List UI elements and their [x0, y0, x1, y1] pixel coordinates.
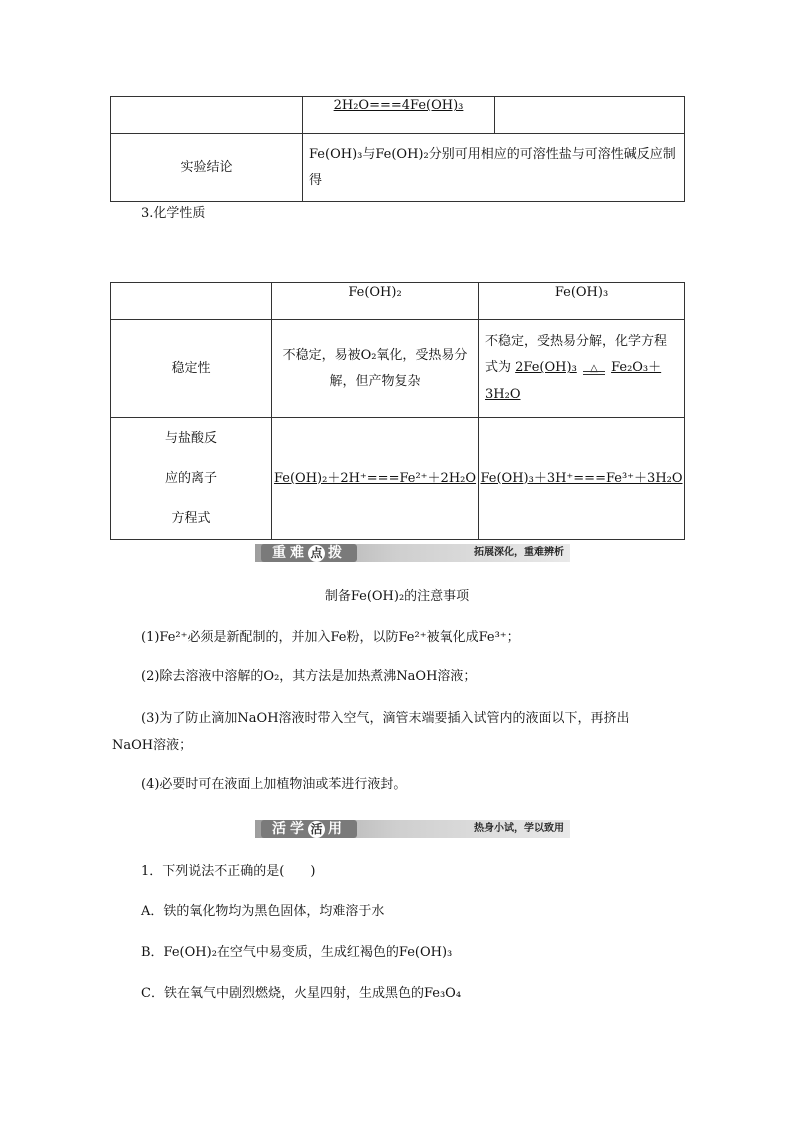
hcl-fe-oh-3-cell: [479, 418, 685, 540]
hcl-fe-oh-3-equation: Fe(OH)₃＋3H⁺===Fe³⁺＋3H₂O: [480, 470, 683, 486]
option-b: B．Fe(OH)₂在空气中易变质，生成红褐色的Fe(OH)₃: [141, 945, 453, 960]
hcl-fe-oh-2-equation: Fe(OH)₂＋2H⁺===Fe²⁺＋2H₂O: [273, 470, 477, 486]
table2-header-empty: [111, 283, 272, 320]
table1-conclusion-text-cell: [303, 134, 685, 202]
stability-fe-oh-3-text: 不稳定，受热易分解，化学方程式为: [485, 334, 668, 375]
note-item-3-line1: (3)为了防止滴加NaOH溶液时带入空气，滴管末端要插入试管内的液面以下，再挤出: [141, 711, 630, 726]
table1-equation: 2H₂O===4Fe(OH)₃: [333, 98, 464, 113]
key-points-tag-a: 重难: [272, 545, 308, 561]
stability-reactant: 2Fe(OH)₃: [515, 360, 577, 375]
option-c: C．铁在氧气中剧烈燃烧，火星四射，生成黑色的Fe₃O₄: [141, 986, 462, 1001]
stability-label: 稳定性: [171, 360, 211, 376]
hcl-reaction-label-cell: [111, 418, 272, 540]
header-fe-oh-3-text: Fe(OH)₃: [554, 285, 609, 300]
option-a: A．铁的氧化物均为黑色固体，均难溶于水: [141, 904, 385, 919]
hcl-fe-oh-2-cell: [272, 418, 479, 540]
practice-tag: [261, 820, 357, 838]
question-stem: 1．下列说法不正确的是( ): [141, 864, 316, 879]
hcl-label-line3: 方程式: [171, 510, 211, 526]
practice-tag-a: 活学: [272, 821, 308, 837]
table1-conclusion-label-cell: [111, 134, 303, 202]
key-points-tag-b: 拨: [328, 545, 346, 561]
note-item-2: (2)除去溶液中溶解的O₂，其方法是加热煮沸NaOH溶液；: [141, 669, 477, 684]
stability-fe-oh-2-cell: [272, 320, 479, 418]
experiment-table: [110, 96, 685, 202]
note-item-4: (4)必要时可在液面上加植物油或苯进行液封。: [141, 777, 407, 792]
chemical-properties-table: [110, 282, 685, 540]
table1-cell-equation: [303, 97, 495, 134]
table2-header-fe-oh-3: [479, 283, 685, 320]
stability-product-1: Fe₂O₃＋: [611, 360, 662, 375]
header-fe-oh-2-text: Fe(OH)₂: [348, 285, 402, 300]
section-3-title: 3.化学性质: [141, 206, 206, 221]
stability-fe-oh-3-cell: [479, 320, 685, 418]
key-points-tag-highlight: 点: [308, 545, 325, 562]
table2-header-fe-oh-2: [272, 283, 479, 320]
key-points-tag: [261, 544, 357, 562]
stability-label-cell: [111, 320, 272, 418]
stability-fe-oh-2-text: 不稳定，易被O₂氧化，受热易分解，但产物复杂: [282, 347, 468, 389]
hcl-label-line1: 与盐酸反: [164, 430, 217, 446]
practice-subtitle: 热身小试，学以致用: [474, 823, 564, 834]
practice-tag-b: 用: [328, 821, 346, 837]
practice-tag-highlight: 活: [308, 821, 325, 838]
table1-conclusion-label: 实验结论: [180, 159, 233, 175]
notes-title: 制备Fe(OH)₂的注意事项: [324, 589, 470, 604]
note-item-1: (1)Fe²⁺必须是新配制的，并加入Fe粉，以防Fe²⁺被氧化成Fe³⁺；: [141, 630, 520, 645]
table1-conclusion-text: Fe(OH)₃与Fe(OH)₂分别可用相应的可溶性盐与可溶性碱反应制得: [309, 146, 676, 188]
note-item-3-line2: NaOH溶液；: [112, 738, 193, 753]
practice-banner: [255, 820, 570, 838]
heat-condition-sign: [581, 356, 607, 382]
key-points-subtitle: 拓展深化，重难辨析: [474, 547, 564, 558]
key-points-banner: [255, 544, 570, 562]
table1-cell-empty-a: [111, 97, 303, 134]
heat-symbol: △: [590, 363, 598, 374]
stability-product-2: 3H₂O: [485, 387, 521, 402]
table1-cell-empty-b: [495, 97, 685, 134]
hcl-label-line2: 应的离子: [164, 470, 217, 486]
